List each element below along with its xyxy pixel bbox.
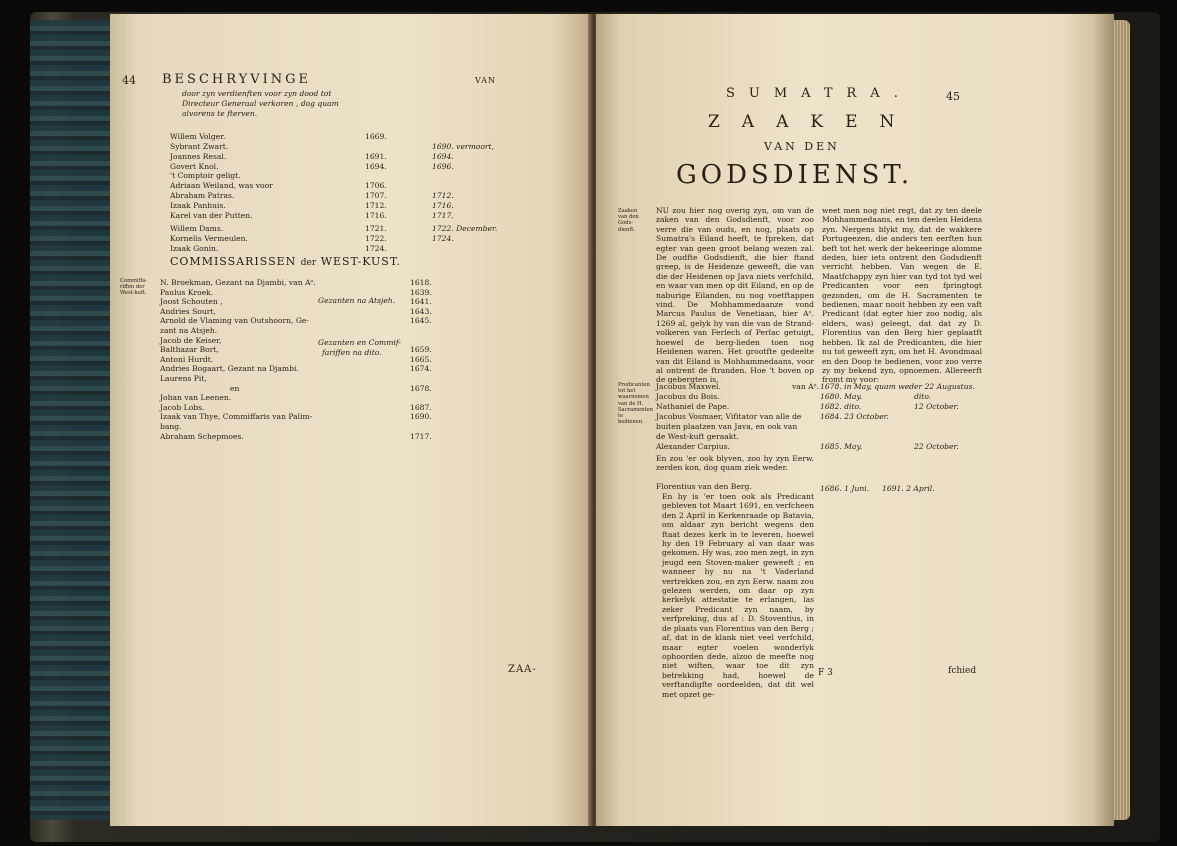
roster-year-start: 1724. <box>365 244 387 253</box>
roster-year-end: 1712. <box>432 191 454 200</box>
right-catchword: fchied <box>948 666 977 676</box>
roster-year-start: 1707. <box>365 191 387 200</box>
body-column-1: NU zou hier nog overig zyn, om van de zaken van den Godsdienft, voor zoo verre die van ouds, en nog, plaats op Sumatra's Eiland heeft, te fpreken, dat egter van geen groot belang wezen zal. De oudfte Godsdienft, die hier ftand greep, is de Heidenze geweeft, die van die der Heidenen op Java niets verfchild, en waar van men op dit Eiland, en op de naburige Eilanden, nu nog voetftappen vind. De Mohhammedaanze vond Marcus Paulus de Venetiaan, hier Aᵒ. 1269 al, gelyk hy van die van de Strand-volkeren van Ferlech of Perlac getuigt, hoewel de berg-lieden toen nog Heidenen waren. Het grootfte gedeelte van dit Eiland is Mohhammedaans, voor al ontrent de ftranden. Hoe 't boven op de gebergten is, <box>656 206 814 385</box>
commissioner-name: Andries Sourt, <box>160 306 216 316</box>
left-page <box>110 14 592 826</box>
commissioner-name: Jacob de Keiser, <box>160 335 222 345</box>
commissioner-year: 1665. <box>410 354 432 364</box>
right-running-head: SUMATRA. <box>726 86 912 101</box>
page-edges <box>1114 20 1130 820</box>
brace-note-commissioners-2: fariffen na dito. <box>322 348 382 357</box>
commissioner-year: 1674. <box>410 364 432 374</box>
roster-name: Abraham Patras. <box>170 191 235 200</box>
commissioner-year: 1643. <box>410 306 432 316</box>
roster-year-start: 1722. <box>365 234 387 243</box>
preacher-date: 1685. May. <box>820 442 863 451</box>
commissioner-name: Antoni Hurdt. <box>160 354 214 364</box>
berg-dates-2: 1691. 2 April. <box>882 484 935 493</box>
carpius-note: En zou 'er ook blyven, zoo hy zyn Eerw. zerden kon, dog quam ziek weder. <box>656 454 814 473</box>
preacher-name: buiten plaatzen van Java, en ook van <box>656 422 798 431</box>
brace-note-atsjeh: Gezanten na Atsjeh. <box>318 296 396 305</box>
preacher-from: van Aᵒ. <box>792 382 819 391</box>
right-page <box>596 14 1114 826</box>
roster-name: Izaak Gonin. <box>170 244 219 253</box>
commissioner-year: 1645. <box>410 316 432 326</box>
roster-year-end: 1696. <box>432 162 454 171</box>
chapter-title-2: VAN DEN <box>764 140 840 153</box>
commissioner-name: Paulus Kroek. <box>160 287 214 297</box>
commissioner-name: en <box>230 383 240 393</box>
roster-year-start: 1691. <box>365 152 387 161</box>
roster-year-end: 1690. vermoort, <box>432 142 495 151</box>
intro-line-1: door zyn verdienften voor zyn dood tot <box>182 89 332 98</box>
berg-paragraph: En hy is 'er toen ook als Predicant gebleven tot Maart 1691, en verfcheen den 2 April in Kerkenraade op Batavia, om aldaar zyn bericht wegens den ftaat dezes kerk in te leveren, hoewel hy den 19 February al van daar was gekomen. Hy was, zoo men zegt, in zyn jeugd een Stoven-maker geweeft ; en wanneer hy nu na 't Vaderland vertrekken zou, en zyn Eerw. naam zou gelezen werden, om daar op zyn kerkelyk attestatie te erlangen, las zeker Predicant zyn naam, by verfpreking, dus af : D. Stoventius, in de plaats van Florentius van den Berg ; af, dat in de klank niet veel verfchild, maar egter voelen wonderlyk ophoorden dede, alzoo de meefte nog niet wiften, waar toe dit zyn betrekking had, hoewel de verftandigfte oordeelden, dat dit wel met opzet ge- <box>662 492 814 699</box>
preacher-date: 1680. May. <box>820 392 863 401</box>
roster-name: 't Comptoir geligt. <box>170 171 241 180</box>
section-title-der: der <box>300 258 317 268</box>
commissioner-name: zant na Atsjeh. <box>160 326 218 335</box>
commissioner-year: 1678. <box>410 383 432 393</box>
commissioner-year: 1639. <box>410 287 432 297</box>
roster-year-end: 1694. <box>432 152 454 161</box>
preacher-date: 1678. in May, quam weder 22 Augustus. <box>820 382 975 391</box>
signature-mark: F 3 <box>818 668 833 678</box>
preacher-date: 1682. dito. <box>820 402 862 411</box>
intro-line-3: alvorens te fterven. <box>182 109 258 118</box>
body-column-2: weet men nog niet regt, dat zy ten deele Mohhammedaans, en ten deelen Heidens zyn. Nergens blykt my, dat de wakkere Portugeezen, die anders ten eerften hun beft tot het werk der bekeeringe alomme deden, hier iets ontrent den Godsdienft verricht hebben. Van wegen de E. Maatfchappy zyn hier van tyd tot tyd wel Predicanten voor een fpringtogt gezonden, om de H. Sacramenten te bedienen, maar nooit hebben zy een vaft Predicant (dat egter hier zoo nodig, als elders, was) geleegt, dat dat zy D. Florentius van den Berg hier geplaatft hebben. Ik zal de Predicanten, die hier nu tot geweeft zyn, om het H. Avondmaal en den Doop te bedienen, voor zoo verre zy my bekend zyn, opnoemen. Allereerft fromt my voor: <box>822 206 982 385</box>
section-title-main: COMMISSARISSEN <box>170 255 297 268</box>
preacher-name: Jacobus Vosmaer, Vifitator van alle de <box>656 412 802 421</box>
roster-name: Joannes Resal. <box>170 152 227 161</box>
chapter-title-3: GODSDIENST. <box>676 160 914 190</box>
preacher-name: Jacobus du Bois. <box>656 392 720 401</box>
roster-name: Izaak Panhuis. <box>170 201 226 210</box>
roster-name: Adriaan Weiland, was voor <box>170 181 273 190</box>
commissioner-year: 1641. <box>410 297 432 307</box>
brace-note-commissioners-1: Gezanten en Commif- <box>318 338 401 347</box>
commissioner-name: Abraham Schepmoes. <box>160 431 244 441</box>
roster-year-start: 1712. <box>365 201 387 210</box>
left-running-head: BESCHRYVINGE <box>162 72 311 87</box>
right-page-number: 45 <box>946 90 960 103</box>
chapter-title-1: ZAAKEN <box>708 112 917 132</box>
preacher-date: 1684. 23 October. <box>820 412 889 421</box>
roster-year-end: 1716. <box>432 201 454 210</box>
roster-year-end: 1717. <box>432 211 454 220</box>
commissioner-name: Arnold de Vlaming van Outshoorn, Ge- <box>160 316 309 326</box>
roster-year-start: 1716. <box>365 211 387 220</box>
preacher-name: Jacobus Maxwel. <box>656 382 721 391</box>
roster-year-end: 1722. December. <box>432 224 498 233</box>
preachers-margin-note: Predicanten tot het waarnemen van de H. Sacramenten te bedienen. <box>618 382 653 426</box>
preacher-name: Nathaniel de Pape. <box>656 402 730 411</box>
roster-year-end: 1724. <box>432 234 454 243</box>
commissioner-name: N. Broekman, Gezant na Djambi, van Aᵒ. <box>160 278 316 287</box>
commissioner-year: 1717. <box>410 431 432 441</box>
section-title <box>170 255 401 268</box>
intro-line-2: Directeur Generaal verkoren , dog quam <box>182 99 339 108</box>
left-catchword: ZAA- <box>508 664 537 675</box>
left-margin-note: Commiffa-riffen der West-kuft. <box>120 278 148 297</box>
commissioner-year: 1659. <box>410 345 432 355</box>
preacher-date-2: 12 October. <box>914 402 959 411</box>
commissioner-name: Jacob Lobs. <box>160 402 205 412</box>
preacher-name: de West-kuft geraakt. <box>656 432 739 441</box>
commissioner-year: 1618. <box>410 278 432 287</box>
roster-year-start: 1694. <box>365 162 387 171</box>
berg-dates: 1686. 1 Juni. <box>820 484 870 493</box>
book-binding <box>30 20 110 820</box>
roster-name: Willem Volger. <box>170 132 226 141</box>
roster-name: Govert Knol. <box>170 162 219 171</box>
roster-name: Kornelis Vermeulen. <box>170 234 248 243</box>
commissioner-name: bang. <box>160 422 182 431</box>
berg-name: Florentius van den Berg. <box>656 482 752 491</box>
commissioner-name: Laurens Pit, <box>160 374 207 383</box>
roster-year-start: 1669. <box>365 132 387 141</box>
commissioner-name: Balthazar Bort, <box>160 345 219 355</box>
roster-name: Sybrant Zwart. <box>170 142 229 151</box>
commissioner-year: 1687. <box>410 402 432 412</box>
left-running-head-suffix: VAN <box>475 76 497 85</box>
commissioner-name: Izaak van Thye, Commiffaris van Palim- <box>160 412 313 422</box>
roster-name: Willem Dams. <box>170 224 224 233</box>
right-margin-note: Zaaken van den Gods-dienft. <box>618 208 639 233</box>
preacher-name: Alexander Carpius. <box>656 442 730 451</box>
roster-year-start: 1721. <box>365 224 387 233</box>
commissioner-name: Johan van Leenen. <box>160 393 232 403</box>
section-title-place: WEST-KUST. <box>320 255 402 268</box>
commissioner-name: Andries Bogaart, Gezant na Djambi. <box>160 364 299 374</box>
left-page-number: 44 <box>122 74 136 87</box>
preacher-date-2: 22 October. <box>914 442 959 451</box>
commissioner-year: 1690. <box>410 412 432 422</box>
roster-year-start: 1706. <box>365 181 387 190</box>
commissioner-name: Joost Schouten , <box>160 297 223 307</box>
roster-name: Karel van der Putten. <box>170 211 253 220</box>
preacher-date-2: dito. <box>914 392 932 401</box>
